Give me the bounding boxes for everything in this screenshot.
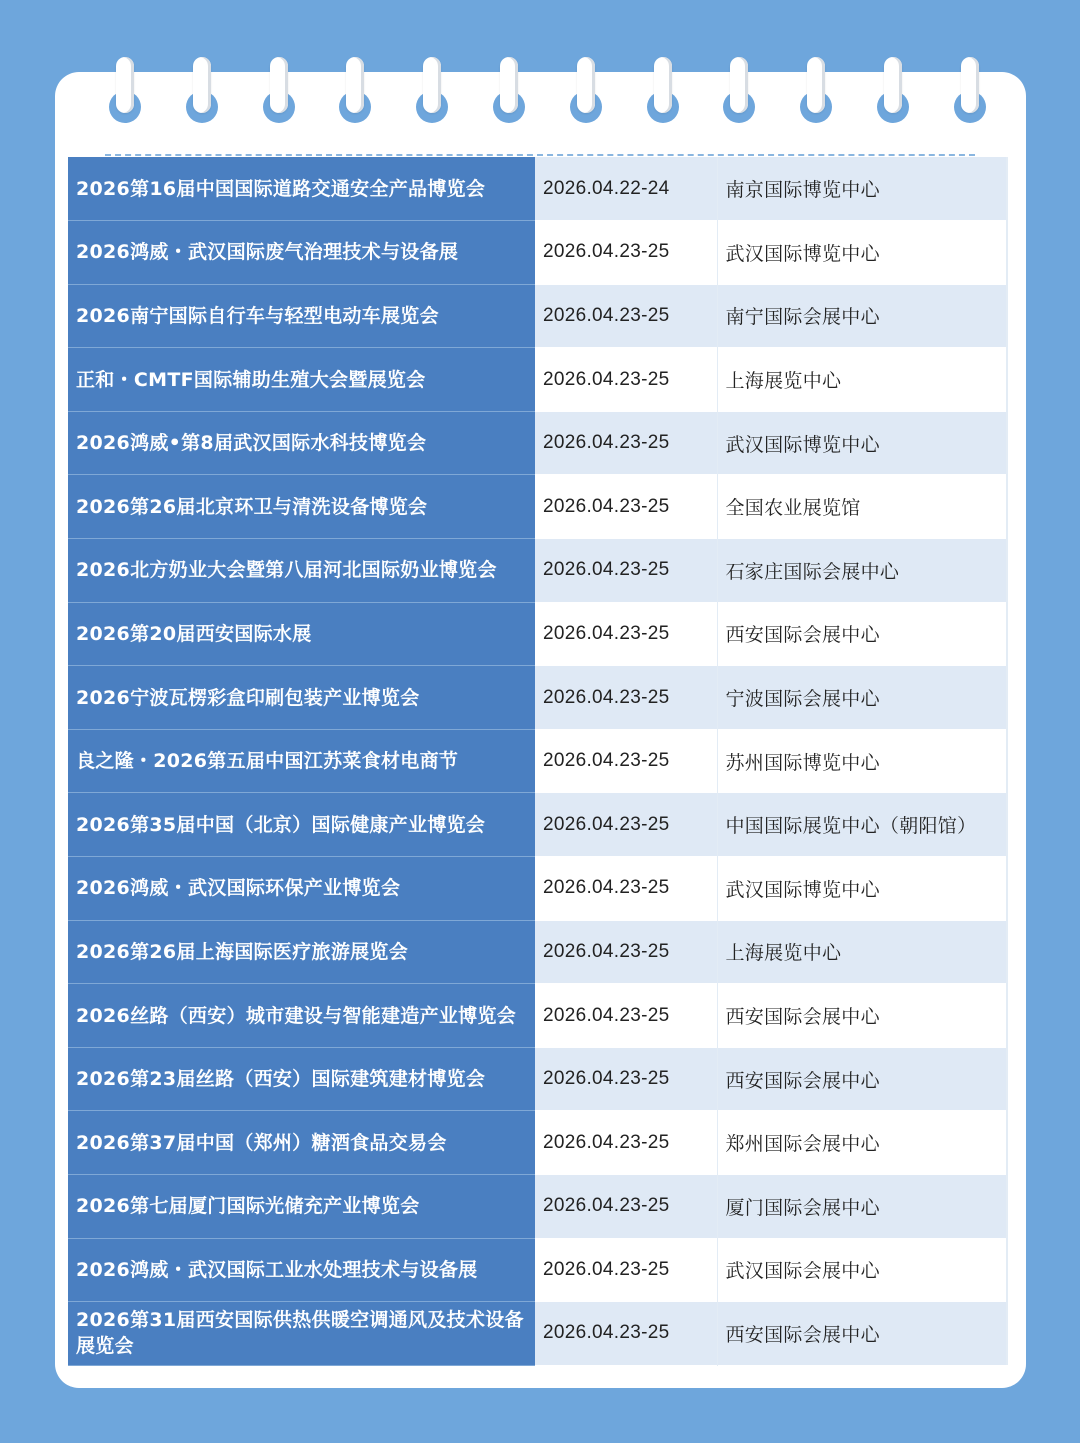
table-row [68, 920, 1008, 984]
ring-post [654, 57, 672, 113]
binder-ring [338, 57, 372, 127]
event-name-cell: 2026第20届西安国际水展 [68, 602, 535, 666]
event-name-cell: 2026第16届中国国际道路交通安全产品博览会 [68, 157, 535, 221]
table-row [68, 411, 1008, 475]
event-name-cell: 2026第七届厦门国际光储充产业博览会 [68, 1175, 535, 1239]
table-row [68, 157, 1008, 221]
table-row [68, 221, 1008, 285]
event-date-cell: 2026.04.23-25 [535, 984, 717, 1048]
ring-post [730, 57, 748, 113]
ring-post [116, 57, 134, 113]
table-row [68, 539, 1008, 603]
table-row [68, 1238, 1008, 1302]
event-venue-cell: 上海展览中心 [717, 920, 1008, 984]
event-date-cell: 2026.04.23-25 [535, 602, 717, 666]
event-venue-cell: 上海展览中心 [717, 348, 1008, 412]
event-date-cell: 2026.04.23-25 [535, 221, 717, 285]
ring-post [423, 57, 441, 113]
event-date-cell: 2026.04.23-25 [535, 475, 717, 539]
event-venue-cell: 宁波国际会展中心 [717, 666, 1008, 730]
ring-post [193, 57, 211, 113]
binder-ring [415, 57, 449, 127]
event-name-cell: 2026第37届中国（郑州）糖酒食品交易会 [68, 1111, 535, 1175]
ring-post [961, 57, 979, 113]
event-name-cell: 2026第26届上海国际医疗旅游展览会 [68, 920, 535, 984]
binder-ring [108, 57, 142, 127]
binder-ring [953, 57, 987, 127]
table-right-border [1006, 157, 1008, 1365]
binder-ring [722, 57, 756, 127]
binder-ring [569, 57, 603, 127]
event-venue-cell: 南京国际博览中心 [717, 157, 1008, 221]
ring-post [807, 57, 825, 113]
ring-post [270, 57, 288, 113]
event-date-cell: 2026.04.23-25 [535, 348, 717, 412]
table-row [68, 1302, 1008, 1366]
binder-ring [876, 57, 910, 127]
event-date-cell: 2026.04.23-25 [535, 284, 717, 348]
event-name-cell: 正和・CMTF国际辅助生殖大会暨展览会 [68, 348, 535, 412]
event-name-cell: 2026丝路（西安）城市建设与智能建造产业博览会 [68, 984, 535, 1048]
event-venue-cell: 西安国际会展中心 [717, 1302, 1008, 1366]
event-venue-cell: 西安国际会展中心 [717, 602, 1008, 666]
event-venue-cell: 苏州国际博览中心 [717, 729, 1008, 793]
binder-ring [492, 57, 526, 127]
ring-post [884, 57, 902, 113]
event-date-cell: 2026.04.23-25 [535, 1047, 717, 1111]
event-venue-cell: 武汉国际会展中心 [717, 1238, 1008, 1302]
table-row [68, 284, 1008, 348]
event-date-cell: 2026.04.23-25 [535, 920, 717, 984]
event-venue-cell: 武汉国际博览中心 [717, 857, 1008, 921]
event-date-cell: 2026.04.23-25 [535, 539, 717, 603]
event-date-cell: 2026.04.23-25 [535, 411, 717, 475]
event-name-cell: 2026南宁国际自行车与轻型电动车展览会 [68, 284, 535, 348]
table-row [68, 348, 1008, 412]
event-date-cell: 2026.04.23-25 [535, 1175, 717, 1239]
binder-ring [262, 57, 296, 127]
event-venue-cell: 石家庄国际会展中心 [717, 539, 1008, 603]
event-date-cell: 2026.04.23-25 [535, 1302, 717, 1366]
event-date-cell: 2026.04.23-25 [535, 666, 717, 730]
event-name-cell: 2026鸿威・武汉国际环保产业博览会 [68, 857, 535, 921]
event-venue-cell: 西安国际会展中心 [717, 984, 1008, 1048]
event-name-cell: 2026宁波瓦楞彩盒印刷包装产业博览会 [68, 666, 535, 730]
ring-post [500, 57, 518, 113]
event-date-cell: 2026.04.22-24 [535, 157, 717, 221]
event-date-cell: 2026.04.23-25 [535, 793, 717, 857]
event-name-cell: 2026鸿威•第8届武汉国际水科技博览会 [68, 411, 535, 475]
dashed-divider [105, 154, 975, 156]
event-name-cell: 2026北方奶业大会暨第八届河北国际奶业博览会 [68, 539, 535, 603]
event-venue-cell: 全国农业展览馆 [717, 475, 1008, 539]
table-row [68, 984, 1008, 1048]
ring-post [577, 57, 595, 113]
event-date-cell: 2026.04.23-25 [535, 1238, 717, 1302]
table-row [68, 1111, 1008, 1175]
event-name-cell: 2026第31届西安国际供热供暖空调通风及技术设备展览会 [68, 1302, 535, 1366]
event-date-cell: 2026.04.23-25 [535, 857, 717, 921]
table-row [68, 1175, 1008, 1239]
table-row [68, 602, 1008, 666]
event-venue-cell: 西安国际会展中心 [717, 1047, 1008, 1111]
event-name-cell: 良之隆・2026第五届中国江苏菜食材电商节 [68, 729, 535, 793]
event-date-cell: 2026.04.23-25 [535, 729, 717, 793]
event-date-cell: 2026.04.23-25 [535, 1111, 717, 1175]
binder-ring [646, 57, 680, 127]
table-row [68, 729, 1008, 793]
table-row [68, 475, 1008, 539]
exhibition-schedule-table [68, 157, 1008, 1366]
event-venue-cell: 郑州国际会展中心 [717, 1111, 1008, 1175]
binder-ring [799, 57, 833, 127]
event-name-cell: 2026鸿威・武汉国际工业水处理技术与设备展 [68, 1238, 535, 1302]
ring-post [346, 57, 364, 113]
event-venue-cell: 南宁国际会展中心 [717, 284, 1008, 348]
table-row [68, 857, 1008, 921]
event-name-cell: 2026鸿威・武汉国际废气治理技术与设备展 [68, 221, 535, 285]
table-row [68, 1047, 1008, 1111]
event-venue-cell: 中国国际展览中心（朝阳馆） [717, 793, 1008, 857]
event-venue-cell: 武汉国际博览中心 [717, 221, 1008, 285]
event-name-cell: 2026第35届中国（北京）国际健康产业博览会 [68, 793, 535, 857]
binder-ring [185, 57, 219, 127]
event-venue-cell: 武汉国际博览中心 [717, 411, 1008, 475]
event-venue-cell: 厦门国际会展中心 [717, 1175, 1008, 1239]
event-name-cell: 2026第23届丝路（西安）国际建筑建材博览会 [68, 1047, 535, 1111]
event-name-cell: 2026第26届北京环卫与清洗设备博览会 [68, 475, 535, 539]
table-row [68, 793, 1008, 857]
table-row [68, 666, 1008, 730]
